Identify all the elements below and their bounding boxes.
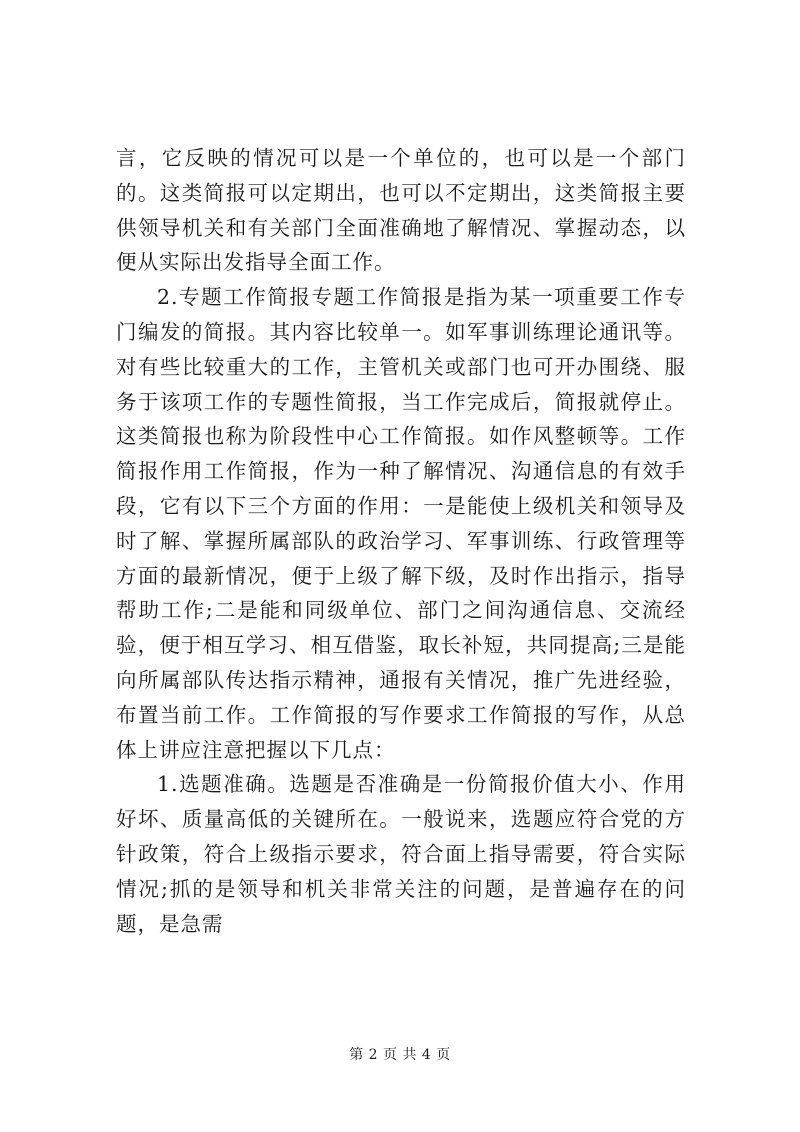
document-body (116, 141, 686, 941)
paragraph-3: 1.选题准确。选题是否准确是一份简报价值大小、作用好坏、质量高低的关键所在。一般说来，选题应符合党的方针政策，符合上级指示要求，符合面上指导需要，符合实际情况;抓的是领导和机关非常关注的问题，是普遍存在的问题，是急需 (116, 772, 686, 936)
paragraph-1: 言，它反映的情况可以是一个单位的，也可以是一个部门的。这类简报可以定期出，也可以不定期出，这类简报主要供领导机关和有关部门全面准确地了解情况、掌握动态，以便从实际出发指导全面工作。 (116, 146, 686, 275)
paragraph-2: 2.专题工作简报专题工作简报是指为某一项重要工作专门编发的简报。其内容比较单一。如军事训练理论通讯等。对有些比较重大的工作，主管机关或部门也可开办围绕、服务于该项工作的专题性简报，当工作完成后，简报就停止。这类简报也称为阶段性中心工作简报。如作风整顿等。工作简报作用工作简报，作为一种了解情况、沟通信息的有效手段，它有以下三个方面的作用：一是能使上级机关和领导及时了解、掌握所属部队的政治学习、军事训练、行政管理等方面的最新情况，便于上级了解下级，及时作出指示，指导帮助工作;二是能和同级单位、部门之间沟通信息、交流经验，便于相互学习、相互借鉴，取长补短，共同提高;三是能向所属部队传达指示精神，通报有关情况，推广先进经验，布置当前工作。工作简报的写作要求工作简报的写作，从总体上讲应注意把握以下几点： (116, 285, 686, 762)
page-number-footer: 第 2 页 共 4 页 (349, 1047, 451, 1063)
